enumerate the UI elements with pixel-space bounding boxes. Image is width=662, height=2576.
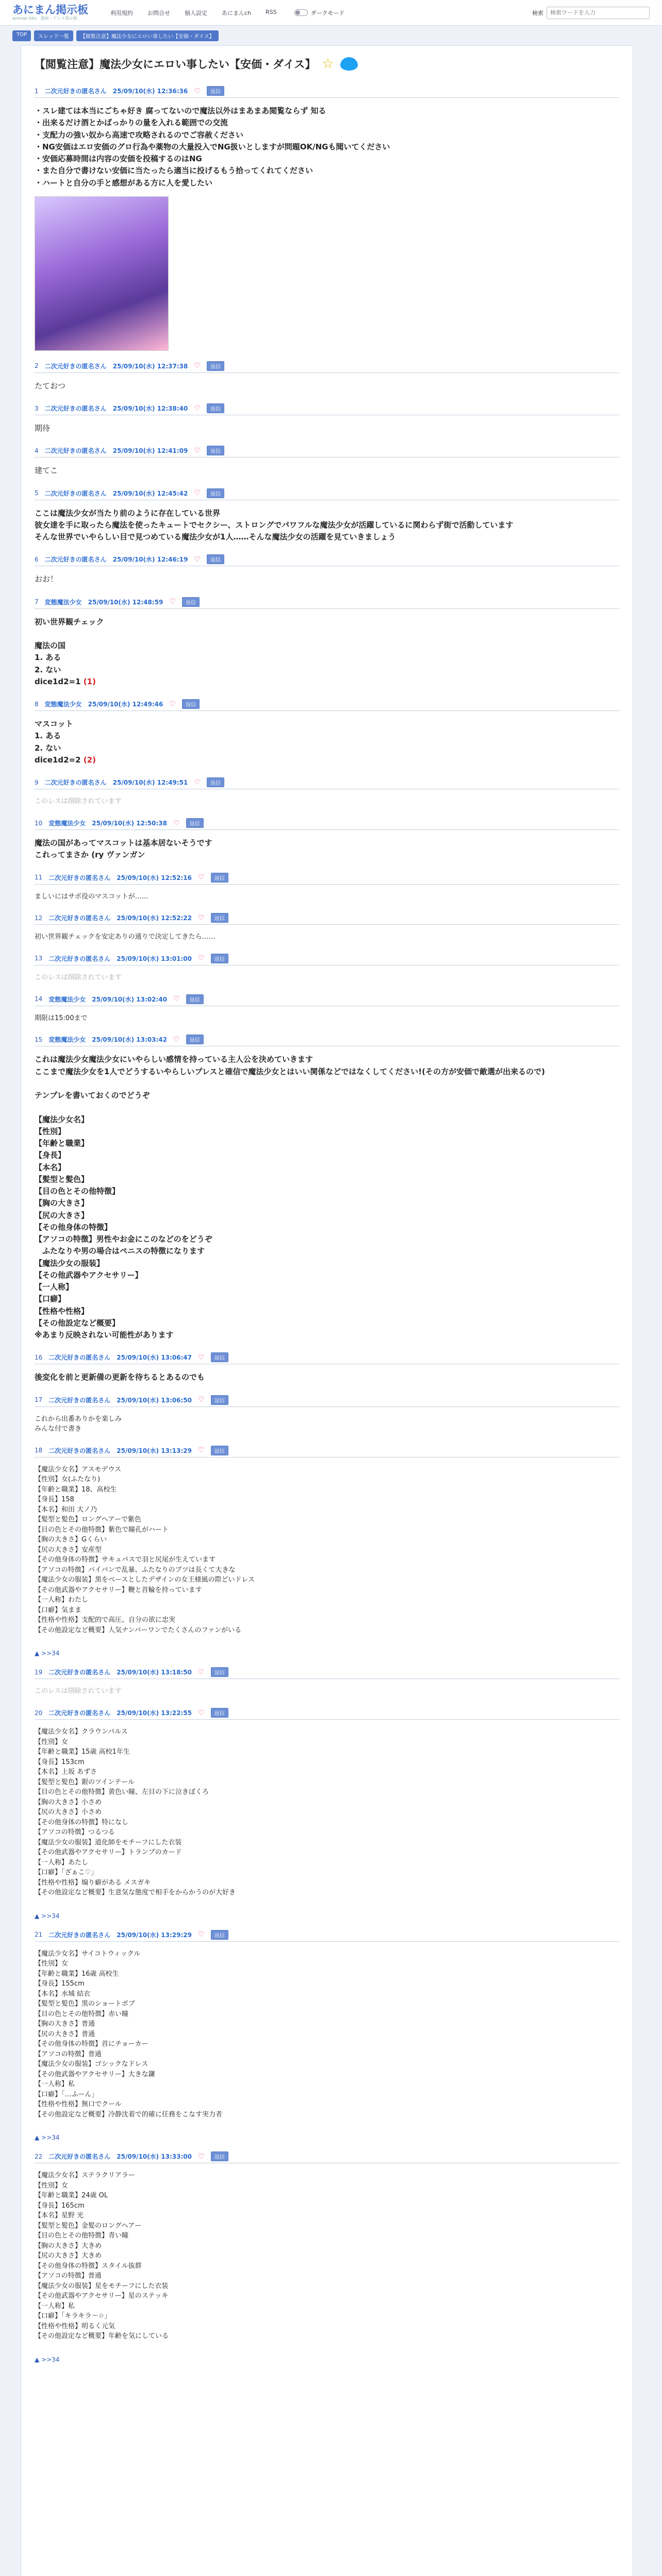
breadcrumb [0, 26, 662, 41]
post [35, 2151, 619, 2363]
post-date: 25/09/10(水) 12:50:38 [92, 820, 168, 827]
post-header [35, 1446, 619, 1458]
site-logo[interactable] [12, 5, 100, 21]
heart-icon[interactable]: ♡ [198, 1668, 205, 1676]
reply-button[interactable]: 返信 [207, 86, 224, 96]
post-date: 25/09/10(水) 12:46:19 [112, 556, 188, 564]
post-body: 期限は15:00まで [35, 1014, 88, 1022]
heart-icon[interactable]: ♡ [198, 1396, 205, 1404]
post-author: 二次元好きの匿名さん [44, 405, 107, 412]
reply-button[interactable]: 返信 [186, 1035, 204, 1044]
post [35, 403, 619, 435]
post-header [35, 554, 619, 566]
post-author: 二次元好きの匿名さん [44, 88, 107, 95]
post-body: 建てこ [35, 466, 58, 476]
post-date: 25/09/10(水) 13:22:55 [117, 1709, 192, 1717]
post-body: 【魔法少女名】アスモデウス 【性別】女(ふたなり) 【年齢と職業】18、高校生 【身長】158 【本名】和田 大ノ乃 【髪型と髪色】ロングヘアーで紫色 【目の色とその他特徴】紫色で瞳孔がハート 【胸の大きさ】Gくらい 【尻の大きさ】安産型 【その他身体の特徴】サキュバスで羽と尻尾が生えています 【アソコの特徴】パイパンで乱暴、ふたなりのブツは長くて大きな 【魔法少女の服装】黒をベースとしたデザインの女王様風の際どいドレス 【その他武器やアクセサリー】鞭と首輪を持っています 【一人称】わたし 【口癖】気まま 【性格や性格】支配的で高圧、自分の欲に忠実 【その他設定など概要】人気ナンバーワンでたくさんのファンがいる [35, 1465, 255, 1634]
post-author: 変態魔法少女 [48, 820, 86, 827]
post [35, 446, 619, 478]
post-body: マスコット 1. ある 2. ない dice1d2=2 (2) [35, 719, 96, 765]
post-date: 25/09/10(水) 12:49:51 [112, 779, 188, 786]
post-date: 25/09/10(水) 13:29:29 [117, 1931, 192, 1939]
nav-contact[interactable]: お問合せ [147, 9, 170, 16]
post-body: このレスは削除されています [35, 1687, 122, 1696]
post [35, 554, 619, 586]
post-author: 二次元好きの匿名さん [48, 1669, 111, 1676]
header-nav [110, 9, 277, 17]
post-number[interactable]: 11 [35, 874, 43, 882]
post-number[interactable]: 19 [35, 1668, 43, 1676]
post-author: 二次元好きの匿名さん [48, 1396, 111, 1404]
favorite-star-icon[interactable]: ☆ [322, 56, 334, 72]
thread-main [21, 45, 633, 2576]
dice-result: (1) [83, 676, 96, 686]
heart-icon[interactable]: ♡ [194, 404, 201, 413]
reply-button[interactable]: 返信 [211, 913, 228, 923]
post-header [35, 403, 619, 415]
post-date: 25/09/10(水) 12:38:40 [112, 405, 188, 412]
reply-button[interactable]: 返信 [207, 361, 224, 371]
post-date: 25/09/10(水) 12:52:16 [117, 874, 192, 882]
post-date: 25/09/10(水) 12:36:36 [112, 88, 188, 95]
post-date: 25/09/10(水) 13:06:47 [117, 1354, 192, 1362]
heart-icon[interactable]: ♡ [198, 913, 205, 922]
anchor-link[interactable]: ▲ >>34 [35, 1912, 60, 1920]
reply-button[interactable]: 返信 [211, 1667, 228, 1677]
nav-terms[interactable]: 利用規約 [110, 9, 133, 16]
post [35, 777, 619, 808]
reply-button[interactable]: 返信 [207, 777, 224, 787]
post [35, 699, 619, 767]
post-header [35, 597, 619, 609]
heart-icon[interactable]: ♡ [173, 819, 180, 827]
post [35, 1930, 619, 2142]
post-body: 初い世界観チェックを安定ありの通りで決定してきたら…… [35, 933, 216, 941]
post [35, 1352, 619, 1384]
post-author: 二次元好きの匿名さん [44, 489, 107, 497]
reply-button[interactable]: 返信 [182, 699, 200, 709]
post-author: 二次元好きの匿名さん [44, 362, 107, 370]
post-body: これから出番ありかを楽しみ みんな付で書き [35, 1415, 122, 1433]
post-date: 25/09/10(水) 12:37:38 [112, 362, 188, 370]
post-number[interactable]: 12 [35, 914, 43, 922]
reply-button[interactable]: 返信 [182, 597, 200, 607]
heart-icon[interactable]: ♡ [198, 2152, 205, 2161]
heart-icon[interactable]: ♡ [169, 598, 176, 606]
anchor-link[interactable]: ▲ >>34 [35, 1650, 60, 1657]
post-number[interactable]: 5 [35, 489, 39, 497]
logo-subtext: animan bbs · 漫画・アニメ掲示板 [12, 16, 78, 21]
nav-animanch[interactable]: あにまんch [222, 9, 252, 16]
post-body: 【魔法少女名】ステラクリアラー 【性別】女 【年齢と職業】24歳 OL 【身長】165cm 【本名】星野 光 【髪型と髪色】金髪のロングヘアー 【目の色とその他特徴】青い瞳 【胸の大きさ】大きめ 【尻の大きさ】大きめ 【その他身体の特徴】スタイル抜群 【アソコの特徴】普通 【魔法少女の服装】星をモチーフにした衣装 【その他武器やアクセサリー】星のステッキ 【一人称】私 【口癖】「キラキラ〜☆」 【性格や性格】明るく元気 【その他設定など概要】年齢を気にしている [35, 2172, 169, 2341]
post-header [35, 1708, 619, 1720]
post [35, 994, 619, 1025]
post-author: 二次元好きの匿名さん [48, 955, 111, 962]
breadcrumb-top[interactable]: TOP [12, 30, 31, 41]
dark-mode-label: ダークモード [310, 9, 345, 16]
post-author: 二次元好きの匿名さん [44, 779, 107, 786]
post [35, 818, 619, 862]
heart-icon[interactable]: ♡ [198, 1930, 205, 1939]
reply-button[interactable]: 返信 [211, 2151, 228, 2161]
post-number[interactable]: 7 [35, 598, 39, 605]
post-author: 二次元好きの匿名さん [48, 874, 111, 882]
post-number[interactable]: 3 [35, 404, 39, 412]
heart-icon[interactable]: ♡ [198, 954, 205, 963]
reply-button[interactable]: 返信 [211, 873, 228, 883]
search-box [532, 7, 650, 19]
post-header [35, 954, 619, 965]
site-header [0, 0, 662, 26]
post-header [35, 994, 619, 1006]
post [35, 954, 619, 984]
post-header [35, 86, 619, 98]
search-label: 検索 [532, 9, 543, 16]
heart-icon[interactable]: ♡ [198, 1708, 205, 1717]
post-header [35, 913, 619, 925]
post-body: このレスは削除されています [35, 973, 122, 981]
post-header [35, 488, 619, 500]
thread-title-bar [35, 56, 619, 76]
post-date: 25/09/10(水) 12:41:09 [112, 447, 188, 455]
reply-button[interactable]: 返信 [207, 488, 224, 498]
post-author: 二次元好きの匿名さん [48, 1354, 111, 1362]
post-author: 二次元好きの匿名さん [48, 2153, 111, 2161]
post [35, 1446, 619, 1657]
post-author: 二次元好きの匿名さん [44, 556, 107, 564]
breadcrumb-threads[interactable]: スレッド一覧 [34, 30, 73, 41]
heart-icon[interactable]: ♡ [194, 362, 201, 370]
post-number[interactable]: 4 [35, 447, 39, 454]
post [35, 1667, 619, 1698]
post-list [35, 86, 619, 2363]
heart-icon[interactable]: ♡ [194, 87, 201, 95]
heart-icon[interactable]: ♡ [169, 700, 176, 708]
post-author: 変態魔法少女 [44, 701, 82, 708]
post-author: 二次元好きの匿名さん [48, 1709, 111, 1717]
heart-icon[interactable]: ♡ [173, 995, 180, 1004]
post [35, 1395, 619, 1435]
post-header [35, 777, 619, 789]
post-author: 二次元好きの匿名さん [44, 447, 107, 455]
post [35, 913, 619, 943]
post-author: 変態魔法少女 [48, 995, 86, 1003]
post-header [35, 2151, 619, 2163]
post-date: 25/09/10(水) 13:06:50 [117, 1396, 192, 1404]
post-number[interactable]: 16 [35, 1353, 43, 1361]
post-date: 25/09/10(水) 13:01:00 [117, 955, 192, 962]
post-header [35, 361, 619, 373]
post-body: 魔法の国があってマスコットは基本居ないそうです これってまさか (ry ヴァンガン [35, 838, 212, 860]
post-date: 25/09/10(水) 12:52:22 [117, 914, 192, 922]
post-date: 25/09/10(水) 13:13:29 [117, 1447, 192, 1454]
post-body: ・スレ建ては本当にごちゃ好き 腐ってないので魔法以外はまあまあ閲覧ならず 知る ・出来るだけ酒とかばっかりの量を入れる範囲での交流 ・支配力の強い奴から高速で攻略されるのでご容赦ください ・NG安価はエロ安価のグロ行為や薬物の大量投入でNG扱いとしますが問題OK/NGも聞いてください ・安価応募時間は内容の安価を投稿するのはNG ・また自分で書けない安価に当たったら適当に投げるもう拾ってくれてください ・ハートと自分の手と感想がある方に人を愛したい [35, 106, 390, 188]
post-header [35, 818, 619, 830]
post-number[interactable]: 22 [35, 2153, 43, 2160]
post [35, 597, 619, 689]
post-number[interactable]: 6 [35, 555, 39, 563]
post [35, 86, 619, 351]
post-body: これは魔法少女魔法少女にいやらしい感情を持っている主人公を決めていきます ここまで魔法少女を1人でどうするいやらしいプレスと確信で魔法少女とはいい関係などではなくしてください!(その方が安価で敵選が出来るので) テンプレを書いておくのでどうぞ 【魔法少女名】 【性別】 【年齢と職業】 【身長】 【本名】 【髪型と髪色】 【目の色とその他特徴】 【胸の大きさ】 【尻の大きさ】 【その他身体の特徴】 【アソコの特徴】男性やお金にこのなどのをどうぞ ふたなりや男の場合はペニスの特徴になります 【魔法少女の服装】 【その他武器やアクセサリー】 【一人称】 【口癖】 【性格や性格】 【その他設定など概要】 ※あまり反映されない可能性があります [35, 1055, 545, 1340]
breadcrumb-current[interactable]: 【閲覧注意】魔法少女にエロい事したい【安価・ダイス】 [76, 30, 219, 41]
post-date: 25/09/10(水) 13:03:42 [92, 1036, 168, 1044]
reply-button[interactable]: 返信 [211, 1708, 228, 1718]
post-body: ましいにはサポ役のマスコットが…… [35, 892, 148, 901]
dark-mode-toggle[interactable] [294, 9, 345, 17]
post-date: 25/09/10(水) 12:45:42 [112, 489, 188, 497]
post-body: ここは魔法少女が当たり前のように存在している世界 彼女達を手に取ったら魔法を使ったキュートでセクシー、ストロングでパワフルな魔法少女が活躍しているに関わらず街で活動しています そんな世界でいやらしい目で見つめている魔法少女が1人……そんな魔法少女の活躍を見ていきましょう [35, 508, 514, 541]
search-input[interactable] [547, 7, 650, 19]
post-author: 二次元好きの匿名さん [48, 1931, 111, 1939]
post-body: 後変化を前と更新備の更新を待ちるとあるのでも [35, 1372, 205, 1382]
post [35, 361, 619, 393]
post-author: 二次元好きの匿名さん [48, 1447, 111, 1454]
reply-button[interactable]: 返信 [211, 1446, 228, 1455]
post-number[interactable]: 20 [35, 1709, 43, 1717]
heart-icon[interactable]: ♡ [198, 1446, 205, 1455]
post-date: 25/09/10(水) 13:02:40 [92, 995, 168, 1003]
heart-icon[interactable]: ♡ [198, 1353, 205, 1362]
post-header [35, 1395, 619, 1407]
post-body: 期待 [35, 423, 51, 433]
anchor-link[interactable]: ▲ >>34 [35, 2355, 60, 2363]
post-header [35, 873, 619, 885]
post-image[interactable] [35, 196, 169, 351]
reply-button[interactable]: 返信 [207, 446, 224, 455]
anchor-link[interactable]: ▲ >>34 [35, 2134, 60, 2142]
post [35, 1035, 619, 1342]
post-body: たておつ [35, 381, 65, 391]
post-author: 二次元好きの匿名さん [48, 914, 111, 922]
post-author: 変態魔法少女 [48, 1036, 86, 1044]
thread-title: 【閲覧注意】魔法少女にエロい事したい【安価・ダイス】 [35, 58, 316, 71]
reply-button[interactable]: 返信 [207, 403, 224, 413]
post-number[interactable]: 13 [35, 955, 43, 962]
post [35, 1708, 619, 1920]
post-number[interactable]: 10 [35, 819, 43, 827]
reply-button[interactable]: 返信 [211, 1395, 228, 1405]
post-number[interactable]: 14 [35, 995, 43, 1003]
post [35, 488, 619, 545]
post-body: 【魔法少女名】クラウンパルス 【性別】女 【年齢と職業】15歳 高校1年生 【身長】153cm 【本名】上坂 あずさ 【髪型と髪色】銀のツインテール 【目の色とその他特徴】黄色い瞳、左目の下に泣きぼくろ 【胸の大きさ】小さめ 【尻の大きさ】小さめ 【その他身体の特徴】特になし 【アソコの特徴】つるつる 【魔法少女の服装】道化師をモチーフにした衣装 【その他武器やアクセサリー】トランプのカード 【一人称】あたし 【口癖】「ざぁこ♡」 【性格や性格】煽り癖がある メスガキ 【その他設定など概要】生意気な態度で相手をからかうのが大好き [35, 1728, 236, 1897]
toggle-switch[interactable] [294, 9, 308, 16]
post-number[interactable]: 8 [35, 700, 39, 708]
post-body: 【魔法少女名】サイコトウィックル 【性別】女 【年齢と職業】16歳 高校生 【身長】155cm 【本名】水城 結衣 【髪型と髪色】黒のショートボブ 【目の色とその他特徴】赤い瞳 【胸の大きさ】普通 【尻の大きさ】普通 【その他身体の特徴】首にチョーカー 【アソコの特徴】普通 【魔法少女の服装】ゴシックなドレス 【その他武器やアクセサリー】大きな鎌 【一人称】私 【口癖】「…ふーん」 【性格や性格】無口でクール 【その他設定など概要】冷静沈着で的確に任務をこなす実力者 [35, 1950, 223, 2119]
reply-button[interactable]: 返信 [207, 554, 224, 564]
post-header [35, 1930, 619, 1942]
twitter-share-icon[interactable] [340, 57, 358, 71]
post-author: 変態魔法少女 [44, 598, 82, 606]
heart-icon[interactable]: ♡ [198, 873, 205, 882]
post-date: 25/09/10(水) 13:18:50 [117, 1669, 192, 1676]
post-number[interactable]: 1 [35, 87, 39, 95]
post-number[interactable]: 21 [35, 1931, 43, 1939]
post-body: 初い世界観チェック 魔法の国 1. ある 2. ない dice1d2=1 (1) [35, 617, 104, 686]
dice-result: (2) [83, 755, 96, 765]
post-body: おお！ [35, 574, 58, 584]
heart-icon[interactable]: ♡ [173, 1035, 180, 1044]
reply-button[interactable]: 返信 [211, 1930, 228, 1940]
post-date: 25/09/10(水) 12:48:59 [88, 598, 163, 606]
post-number[interactable]: 18 [35, 1447, 43, 1454]
reply-button[interactable]: 返信 [211, 1352, 228, 1362]
post-number[interactable]: 2 [35, 362, 39, 370]
reply-button[interactable]: 返信 [186, 994, 204, 1004]
post-number[interactable]: 17 [35, 1396, 43, 1404]
post-number[interactable]: 15 [35, 1036, 43, 1043]
post-date: 25/09/10(水) 13:33:00 [117, 2153, 192, 2161]
logo-text: あにまん掲示板 [12, 4, 88, 16]
nav-settings[interactable]: 個人設定 [185, 9, 207, 16]
heart-icon[interactable]: ♡ [194, 446, 201, 455]
nav-rss[interactable]: RSS [266, 8, 277, 15]
post-header [35, 699, 619, 711]
post-header [35, 1035, 619, 1046]
reply-button[interactable]: 返信 [186, 818, 204, 828]
heart-icon[interactable]: ♡ [194, 489, 201, 497]
post-body: このレスは削除されています [35, 798, 122, 805]
post [35, 873, 619, 903]
post-header [35, 1667, 619, 1679]
post-date: 25/09/10(水) 12:49:46 [88, 701, 163, 708]
reply-button[interactable]: 返信 [211, 954, 228, 963]
heart-icon[interactable]: ♡ [194, 555, 201, 564]
heart-icon[interactable]: ♡ [194, 778, 201, 787]
post-number[interactable]: 9 [35, 778, 39, 786]
post-header [35, 446, 619, 457]
post-header [35, 1352, 619, 1364]
